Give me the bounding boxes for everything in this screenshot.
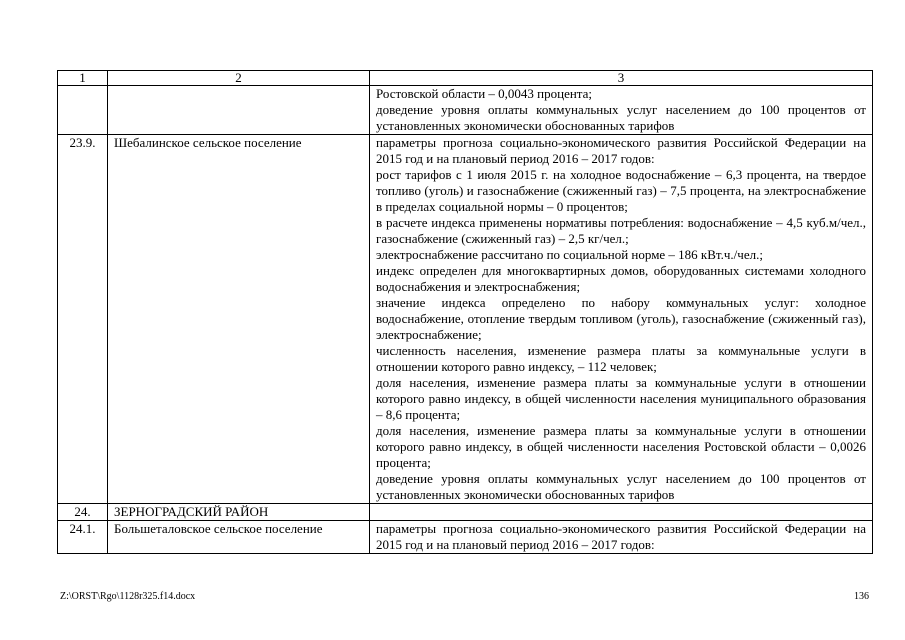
row-number: 23.9.: [58, 135, 108, 504]
header-col-2: 2: [108, 71, 370, 86]
paragraph: значение индекса определено по набору коммунальных услуг: холодное водоснабжение, отопление твердым топливом (уголь), газоснабжение (сжиженный газ), электроснабжение;: [376, 295, 866, 342]
row-description: [370, 504, 873, 521]
row-name: ЗЕРНОГРАДСКИЙ РАЙОН: [108, 504, 370, 521]
header-col-1: 1: [58, 71, 108, 86]
paragraph: численность населения, изменение размера платы за коммунальные услуги в отношении которого равно индексу, – 112 человек;: [376, 343, 866, 374]
row-description: [370, 135, 873, 504]
paragraph: в расчете индекса применены нормативы потребления: водоснабжение – 4,5 куб.м/чел., газоснабжение (сжиженный газ) – 2,5 кг/чел.;: [376, 215, 866, 246]
paragraph: доля населения, изменение размера платы за коммунальные услуги в отношении которого равно индексу, в общей численности населения Ростовской области – 0,0026 процента;: [376, 423, 866, 470]
row-description: [370, 86, 873, 135]
page-footer: [60, 590, 869, 604]
document-table: [57, 70, 873, 554]
paragraph: параметры прогноза социально-экономического развития Российской Федерации на 2015 год и на плановый период 2016 – 2017 годов:: [376, 135, 866, 166]
table-row-23-9: [58, 135, 873, 504]
paragraph: доля населения, изменение размера платы за коммунальные услуги в отношении которого равно индексу, в общей численности населения муниципального образования – 8,6 процента;: [376, 375, 866, 422]
table-row-continuation: [58, 86, 873, 135]
header-col-3: 3: [370, 71, 873, 86]
row-number: [58, 86, 108, 135]
paragraph: электроснабжение рассчитано по социальной норме – 186 кВт.ч./чел.;: [376, 247, 763, 262]
table-row-24: [58, 504, 873, 521]
file-path: Z:\ORST\Rgo\1128r325.f14.docx: [60, 591, 196, 602]
page-number: 136: [854, 591, 869, 602]
paragraph: доведение уровня оплаты коммунальных услуг населением до 100 процентов от установленных экономически обоснованных тарифов: [376, 471, 866, 502]
row-number: 24.1.: [58, 521, 108, 554]
paragraph: параметры прогноза социально-экономического развития Российской Федерации на 2015 год и на плановый период 2016 – 2017 годов:: [376, 521, 866, 552]
row-name: Шебалинское сельское поселение: [108, 135, 370, 504]
paragraph: доведение уровня оплаты коммунальных услуг населением до 100 процентов от установленных экономически обоснованных тарифов: [376, 102, 866, 133]
table-header-row: [58, 71, 873, 86]
row-name: Большеталовское сельское поселение: [108, 521, 370, 554]
paragraph: рост тарифов с 1 июля 2015 г. на холодное водоснабжение – 6,3 процента, на твердое топливо (уголь) и газоснабжение (сжиженный газ) – 7,5 процента, на электроснабжение в пределах социальной нормы – 0 процентов;: [376, 167, 866, 214]
table-row-24-1: [58, 521, 873, 554]
paragraph: Ростовской области – 0,0043 процента;: [376, 86, 593, 101]
row-name: [108, 86, 370, 135]
row-description: [370, 521, 873, 554]
paragraph: индекс определен для многоквартирных домов, оборудованных системами холодного водоснабжения и электроснабжения;: [376, 263, 866, 294]
row-number: 24.: [58, 504, 108, 521]
